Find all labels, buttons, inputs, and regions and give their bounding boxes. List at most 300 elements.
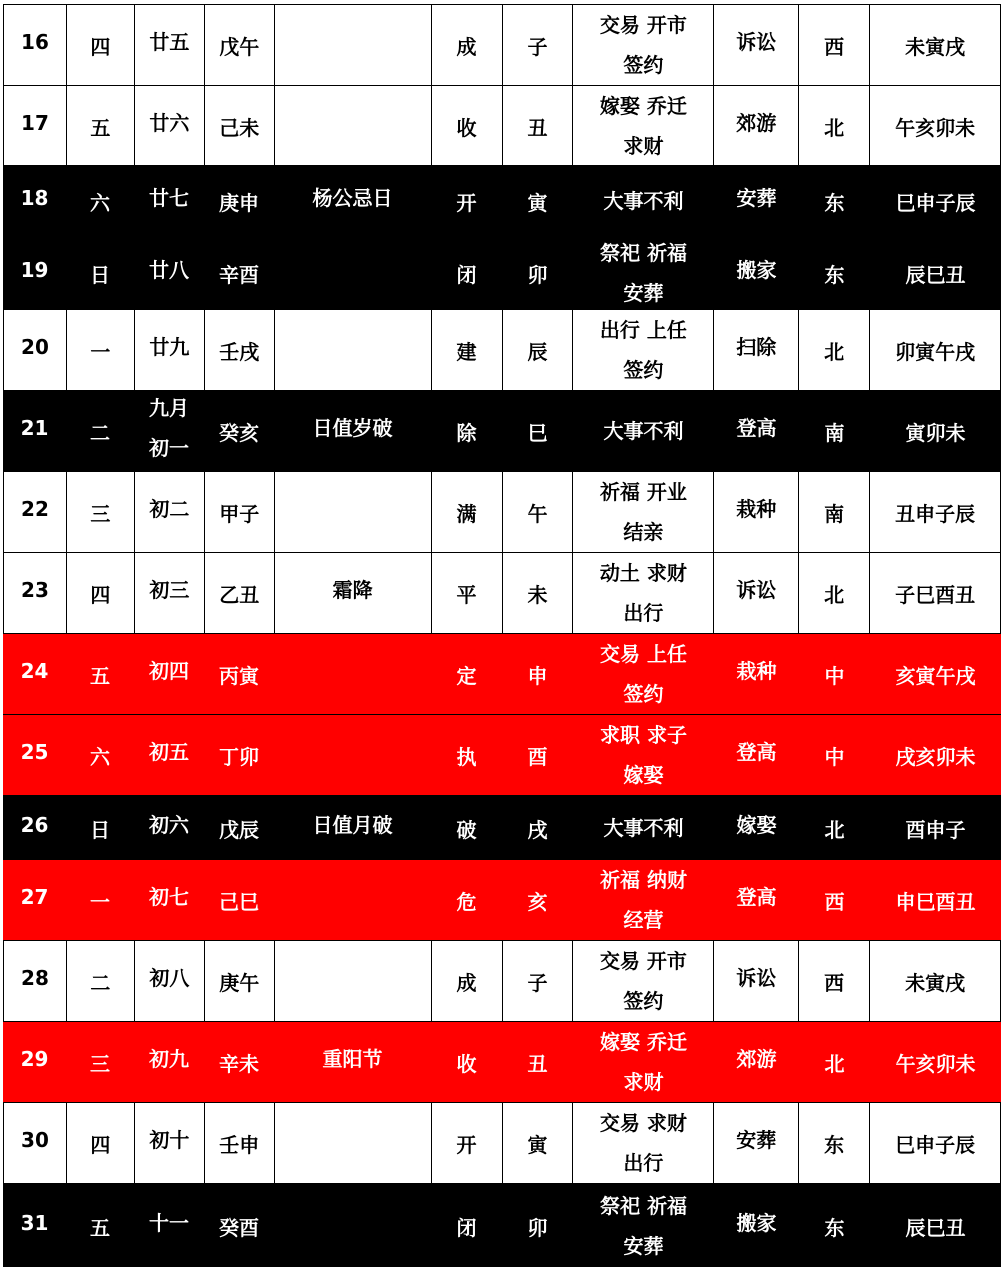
lucky-time-cell xyxy=(870,715,1001,795)
direction-cell xyxy=(798,86,869,165)
ganzhi-cell xyxy=(204,796,274,859)
jianchu-cell-text: 平 xyxy=(456,583,477,607)
lucky-time-cell-text: 子巳酉丑 xyxy=(895,583,976,607)
lucky-time-cell-text: 辰巳丑 xyxy=(905,263,966,287)
lucky-time-cell xyxy=(869,941,1000,1021)
day-cell-text: 18 xyxy=(20,186,49,210)
yi-cell-line: 出行 xyxy=(623,1151,664,1175)
yi-cell-line: 安葬 xyxy=(623,1233,664,1258)
jianchu-cell-text: 闭 xyxy=(456,263,477,287)
weekday-cell xyxy=(66,391,134,471)
weekday-cell-text: 一 xyxy=(90,890,110,914)
table-row xyxy=(3,85,1001,165)
yi-cell xyxy=(573,715,714,795)
weekday-cell-text: 四 xyxy=(90,35,111,59)
table-row xyxy=(3,552,1001,633)
direction-cell-text: 东 xyxy=(824,191,845,215)
ganzhi-cell-text: 己未 xyxy=(219,115,260,140)
zhi-cell-text: 子 xyxy=(527,971,548,995)
festival-cell xyxy=(274,310,431,390)
day-cell-text: 30 xyxy=(21,1128,49,1152)
yi-cell-line: 签约 xyxy=(623,53,664,77)
day-cell-text: 28 xyxy=(21,966,49,990)
ganzhi-cell xyxy=(204,1184,274,1267)
yi-cell-line: 嫁娶 乔迁 xyxy=(599,93,687,118)
yi-cell-line: 嫁娶 乔迁 xyxy=(600,1030,687,1054)
lucky-time-cell-text: 巳申子辰 xyxy=(895,191,976,215)
yi-cell-line: 祭祀 祈福 xyxy=(600,1193,687,1218)
ganzhi-cell-text: 辛酉 xyxy=(219,263,259,287)
table-row xyxy=(3,1183,1001,1267)
weekday-cell xyxy=(66,1184,134,1267)
direction-cell-text: 西 xyxy=(824,890,845,914)
direction-cell xyxy=(799,166,870,236)
weekday-cell-text: 五 xyxy=(90,1215,110,1240)
yi-cell xyxy=(572,941,713,1021)
ji-cell-text: 搬家 xyxy=(736,1210,777,1235)
ji-cell xyxy=(714,1184,799,1267)
festival-cell xyxy=(274,166,431,236)
lunar-date-cell-line: 初六 xyxy=(149,812,189,837)
lunar-date-cell-line: 初三 xyxy=(149,578,190,602)
day-cell-text: 16 xyxy=(21,30,49,54)
lucky-time-cell xyxy=(870,237,1001,309)
weekday-cell-text: 六 xyxy=(90,745,110,769)
direction-cell xyxy=(799,1184,870,1267)
direction-cell xyxy=(798,310,869,390)
zhi-cell-text: 戌 xyxy=(527,817,548,842)
festival-cell xyxy=(274,860,431,940)
lunar-date-cell xyxy=(134,634,204,714)
weekday-cell xyxy=(66,796,134,859)
ji-cell-text: 诉讼 xyxy=(736,30,777,54)
table-row xyxy=(3,390,1001,471)
weekday-cell-text: 五 xyxy=(90,664,110,688)
lunar-date-cell-line: 初二 xyxy=(149,497,190,521)
jianchu-cell-text: 满 xyxy=(456,502,477,526)
day-cell xyxy=(3,5,66,85)
day-cell-text: 24 xyxy=(20,659,49,683)
direction-cell xyxy=(799,796,870,859)
jianchu-cell-text: 成 xyxy=(456,35,477,59)
jianchu-cell xyxy=(431,1184,502,1267)
yi-cell xyxy=(572,472,713,552)
jianchu-cell xyxy=(431,634,502,714)
ganzhi-cell xyxy=(204,86,274,165)
direction-cell-text: 东 xyxy=(824,263,845,287)
lucky-time-cell-text: 申巳酉丑 xyxy=(895,890,976,914)
jianchu-cell-text: 收 xyxy=(456,115,477,140)
jianchu-cell xyxy=(431,860,502,940)
yi-cell-line: 求职 求子 xyxy=(600,723,687,747)
yi-cell xyxy=(573,634,714,714)
zhi-cell-text: 寅 xyxy=(527,191,548,215)
ji-cell-text: 搬家 xyxy=(736,258,777,282)
weekday-cell xyxy=(66,715,134,795)
day-cell-text: 27 xyxy=(20,885,49,909)
ganzhi-cell xyxy=(204,860,274,940)
weekday-cell xyxy=(66,472,134,552)
table-row xyxy=(3,859,1001,940)
table-row xyxy=(3,714,1001,795)
weekday-cell xyxy=(66,1022,134,1102)
direction-cell xyxy=(799,634,870,714)
jianchu-cell xyxy=(431,1103,502,1183)
weekday-cell-text: 二 xyxy=(90,421,110,445)
jianchu-cell-text: 成 xyxy=(456,971,477,995)
ji-cell xyxy=(714,634,799,714)
lucky-time-cell-text: 寅卯未 xyxy=(905,421,966,445)
ganzhi-cell xyxy=(204,1103,274,1183)
yi-cell xyxy=(572,86,713,165)
zhi-cell xyxy=(502,166,573,236)
lunar-date-cell-line: 初十 xyxy=(149,1128,190,1152)
direction-cell-text: 西 xyxy=(824,35,845,59)
festival-cell-text: 重阳节 xyxy=(322,1047,383,1071)
ganzhi-cell xyxy=(204,941,274,1021)
zhi-cell-text: 丑 xyxy=(527,1052,548,1076)
yi-cell-line: 求财 xyxy=(623,1070,664,1094)
festival-cell xyxy=(274,237,431,309)
ganzhi-cell-text: 癸亥 xyxy=(219,421,259,445)
lucky-time-cell xyxy=(869,5,1000,85)
yi-cell-line: 结亲 xyxy=(623,520,664,544)
lunar-date-cell-line: 初四 xyxy=(149,659,189,683)
day-cell-text: 17 xyxy=(21,110,49,135)
table-row xyxy=(3,165,1001,236)
festival-cell xyxy=(274,1184,431,1267)
table-row xyxy=(3,309,1001,390)
ganzhi-cell xyxy=(204,715,274,795)
zhi-cell xyxy=(502,1184,573,1267)
direction-cell-text: 北 xyxy=(824,340,845,364)
day-cell xyxy=(3,796,66,859)
weekday-cell xyxy=(66,553,134,633)
yi-cell xyxy=(572,310,713,390)
yi-cell xyxy=(573,237,714,309)
yi-cell xyxy=(573,391,714,471)
ganzhi-cell-text: 乙丑 xyxy=(219,583,260,607)
ganzhi-cell xyxy=(204,391,274,471)
ji-cell-text: 嫁娶 xyxy=(736,812,777,837)
direction-cell-text: 中 xyxy=(824,745,845,769)
weekday-cell xyxy=(66,941,134,1021)
lunar-date-cell xyxy=(134,715,204,795)
ji-cell-text: 栽种 xyxy=(736,659,777,683)
ganzhi-cell-text: 戊辰 xyxy=(219,817,259,842)
lucky-time-cell xyxy=(869,86,1000,165)
ji-cell xyxy=(714,796,799,859)
jianchu-cell-text: 执 xyxy=(456,745,477,769)
jianchu-cell-text: 开 xyxy=(456,1133,477,1157)
lunar-date-cell-line: 初七 xyxy=(149,885,189,909)
lucky-time-cell-text: 午亥卯未 xyxy=(895,1052,976,1076)
ji-cell xyxy=(713,553,798,633)
weekday-cell xyxy=(66,86,134,165)
weekday-cell xyxy=(66,310,134,390)
table-row xyxy=(3,236,1001,309)
lunar-date-cell xyxy=(134,796,204,859)
zhi-cell-text: 酉 xyxy=(527,745,548,769)
weekday-cell-text: 四 xyxy=(90,583,111,607)
day-cell xyxy=(3,1103,66,1183)
jianchu-cell xyxy=(431,5,502,85)
lunar-date-cell-line: 初一 xyxy=(149,436,189,460)
lunar-date-cell-line: 廿六 xyxy=(149,110,190,135)
jianchu-cell xyxy=(431,715,502,795)
festival-cell xyxy=(274,553,431,633)
day-cell xyxy=(3,941,66,1021)
ji-cell-text: 登高 xyxy=(736,416,777,440)
festival-cell xyxy=(274,796,431,859)
yi-cell xyxy=(573,166,714,236)
ganzhi-cell-text: 甲子 xyxy=(219,502,260,526)
table-row xyxy=(3,471,1001,552)
direction-cell-text: 北 xyxy=(824,115,845,140)
lunar-date-cell-line: 初八 xyxy=(149,966,190,990)
ganzhi-cell-text: 壬戌 xyxy=(219,340,260,364)
festival-cell-text: 日值月破 xyxy=(312,812,393,837)
yi-cell-line: 祭祀 祈福 xyxy=(600,241,687,265)
jianchu-cell xyxy=(431,1022,502,1102)
jianchu-cell xyxy=(431,310,502,390)
weekday-cell-text: 三 xyxy=(90,502,111,526)
day-cell-text: 31 xyxy=(20,1210,49,1235)
ji-cell xyxy=(714,391,799,471)
zhi-cell-text: 巳 xyxy=(527,421,548,445)
lucky-time-cell-text: 戌亥卯未 xyxy=(895,745,976,769)
zhi-cell xyxy=(502,715,573,795)
table-row xyxy=(3,795,1001,859)
ji-cell xyxy=(713,310,798,390)
weekday-cell-text: 三 xyxy=(90,1052,110,1076)
jianchu-cell-text: 开 xyxy=(456,191,477,215)
weekday-cell xyxy=(66,634,134,714)
ji-cell xyxy=(713,941,798,1021)
jianchu-cell xyxy=(431,86,502,165)
festival-cell-text: 日值岁破 xyxy=(312,416,393,440)
day-cell xyxy=(3,1022,66,1102)
ganzhi-cell-text: 庚申 xyxy=(219,191,259,215)
lunar-date-cell-line: 初九 xyxy=(149,1047,189,1071)
day-cell xyxy=(3,86,66,165)
direction-cell xyxy=(799,860,870,940)
lucky-time-cell-text: 未寅戌 xyxy=(905,971,966,995)
jianchu-cell-text: 收 xyxy=(456,1052,477,1076)
day-cell xyxy=(3,860,66,940)
yi-cell-line: 安葬 xyxy=(623,281,664,305)
direction-cell xyxy=(798,941,869,1021)
jianchu-cell-text: 除 xyxy=(456,421,477,445)
jianchu-cell-text: 破 xyxy=(456,817,477,842)
yi-cell-line: 经营 xyxy=(623,908,664,932)
yi-cell-line: 祈福 开业 xyxy=(599,480,687,504)
lucky-time-cell xyxy=(869,310,1000,390)
yi-cell-line: 动土 求财 xyxy=(599,561,687,585)
ji-cell-text: 扫除 xyxy=(736,335,777,359)
festival-cell xyxy=(274,5,431,85)
table-row xyxy=(3,940,1001,1021)
jianchu-cell-text: 闭 xyxy=(456,1215,477,1240)
lucky-time-cell xyxy=(870,166,1001,236)
yi-cell-line: 出行 上任 xyxy=(599,318,687,342)
zhi-cell-text: 卯 xyxy=(527,263,548,287)
ganzhi-cell-text: 己巳 xyxy=(219,890,259,914)
ji-cell-text: 栽种 xyxy=(736,497,777,521)
lucky-time-cell xyxy=(870,860,1001,940)
ganzhi-cell xyxy=(204,310,274,390)
zhi-cell xyxy=(502,1103,573,1183)
weekday-cell-text: 日 xyxy=(90,263,110,287)
day-cell xyxy=(3,634,66,714)
ji-cell-text: 诉讼 xyxy=(736,966,777,990)
zhi-cell xyxy=(502,860,573,940)
ji-cell xyxy=(713,5,798,85)
lucky-time-cell xyxy=(870,1184,1001,1267)
yi-cell-line: 交易 求财 xyxy=(599,1111,687,1135)
yi-cell-line: 嫁娶 xyxy=(623,763,664,787)
ganzhi-cell-text: 辛未 xyxy=(219,1052,259,1076)
lucky-time-cell-text: 辰巳丑 xyxy=(905,1215,966,1240)
lunar-date-cell xyxy=(134,1022,204,1102)
yi-cell-line: 大事不利 xyxy=(603,189,684,213)
ji-cell xyxy=(713,472,798,552)
zhi-cell-text: 辰 xyxy=(527,340,548,364)
ji-cell-text: 郊游 xyxy=(736,110,777,135)
direction-cell xyxy=(798,472,869,552)
table-row xyxy=(3,1021,1001,1102)
weekday-cell-text: 二 xyxy=(90,971,111,995)
lucky-time-cell xyxy=(870,634,1001,714)
yi-cell xyxy=(573,1184,714,1267)
zhi-cell xyxy=(502,553,573,633)
lucky-time-cell xyxy=(870,796,1001,859)
direction-cell xyxy=(799,391,870,471)
festival-cell xyxy=(274,715,431,795)
ganzhi-cell xyxy=(204,472,274,552)
jianchu-cell xyxy=(431,472,502,552)
direction-cell-text: 中 xyxy=(824,664,845,688)
day-cell xyxy=(3,310,66,390)
jianchu-cell xyxy=(431,553,502,633)
yi-cell-line: 签约 xyxy=(623,989,664,1013)
yi-cell xyxy=(572,553,713,633)
ji-cell xyxy=(714,1022,799,1102)
lunar-date-cell xyxy=(134,391,204,471)
day-cell xyxy=(3,715,66,795)
ji-cell-text: 安葬 xyxy=(736,1128,777,1152)
yi-cell xyxy=(573,1022,714,1102)
yi-cell-line: 交易 开市 xyxy=(599,13,687,37)
weekday-cell-text: 五 xyxy=(90,115,111,140)
festival-cell xyxy=(274,86,431,165)
zhi-cell-text: 卯 xyxy=(527,1215,548,1240)
weekday-cell xyxy=(66,1103,134,1183)
direction-cell xyxy=(798,1103,869,1183)
ganzhi-cell xyxy=(204,1022,274,1102)
direction-cell xyxy=(799,715,870,795)
ji-cell-text: 登高 xyxy=(736,740,777,764)
zhi-cell xyxy=(502,237,573,309)
direction-cell-text: 北 xyxy=(824,583,845,607)
ganzhi-cell xyxy=(204,237,274,309)
table-row xyxy=(3,633,1001,714)
ganzhi-cell-text: 丁卯 xyxy=(219,745,259,769)
day-cell-text: 26 xyxy=(20,812,49,837)
weekday-cell xyxy=(66,166,134,236)
lunar-date-cell-line: 初五 xyxy=(149,740,189,764)
direction-cell-text: 南 xyxy=(824,421,845,445)
weekday-cell-text: 四 xyxy=(90,1133,111,1157)
zhi-cell xyxy=(502,5,573,85)
ji-cell-text: 诉讼 xyxy=(736,578,777,602)
ji-cell-text: 登高 xyxy=(736,885,777,909)
yi-cell-line: 交易 开市 xyxy=(599,949,687,973)
zhi-cell xyxy=(502,796,573,859)
day-cell xyxy=(3,553,66,633)
ji-cell xyxy=(714,166,799,236)
festival-cell xyxy=(274,634,431,714)
weekday-cell-text: 六 xyxy=(90,191,110,215)
day-cell xyxy=(3,1184,66,1267)
festival-cell xyxy=(274,1103,431,1183)
jianchu-cell xyxy=(431,941,502,1021)
zhi-cell xyxy=(502,634,573,714)
zhi-cell-text: 未 xyxy=(527,583,548,607)
yi-cell-line: 出行 xyxy=(623,601,664,625)
yi-cell-line: 签约 xyxy=(623,682,664,706)
ganzhi-cell xyxy=(204,166,274,236)
yi-cell xyxy=(572,1103,713,1183)
yi-cell-line: 求财 xyxy=(623,133,664,158)
lunar-date-cell xyxy=(134,310,204,390)
yi-cell xyxy=(572,5,713,85)
lunar-date-cell-line: 廿八 xyxy=(149,258,189,282)
lunar-date-cell-line: 廿七 xyxy=(149,186,189,210)
jianchu-cell xyxy=(431,391,502,471)
day-cell-text: 22 xyxy=(21,497,49,521)
ganzhi-cell-text: 壬申 xyxy=(219,1133,260,1157)
jianchu-cell xyxy=(431,237,502,309)
lucky-time-cell xyxy=(869,1103,1000,1183)
zhi-cell-text: 子 xyxy=(527,35,548,59)
ganzhi-cell-text: 庚午 xyxy=(219,971,260,995)
ji-cell-text: 郊游 xyxy=(736,1047,777,1071)
yi-cell-line: 交易 上任 xyxy=(600,642,687,666)
lunar-date-cell-line: 廿九 xyxy=(149,335,190,359)
festival-cell xyxy=(274,391,431,471)
day-cell xyxy=(3,472,66,552)
day-cell-text: 21 xyxy=(20,416,49,440)
direction-cell xyxy=(798,553,869,633)
yi-cell-line: 大事不利 xyxy=(603,419,684,443)
lunar-date-cell xyxy=(134,941,204,1021)
day-cell xyxy=(3,391,66,471)
lunar-date-cell xyxy=(134,860,204,940)
yi-cell-line: 签约 xyxy=(623,358,664,382)
table-row xyxy=(3,4,1001,85)
ganzhi-cell xyxy=(204,634,274,714)
zhi-cell-text: 寅 xyxy=(527,1133,548,1157)
ganzhi-cell-text: 戊午 xyxy=(219,35,260,59)
festival-cell-text: 霜降 xyxy=(332,578,373,602)
lucky-time-cell xyxy=(869,553,1000,633)
lucky-time-cell-text: 卯寅午戌 xyxy=(895,340,976,364)
zhi-cell xyxy=(502,941,573,1021)
direction-cell-text: 北 xyxy=(824,817,845,842)
zhi-cell xyxy=(502,86,573,165)
lucky-time-cell-text: 酉申子 xyxy=(905,817,966,842)
